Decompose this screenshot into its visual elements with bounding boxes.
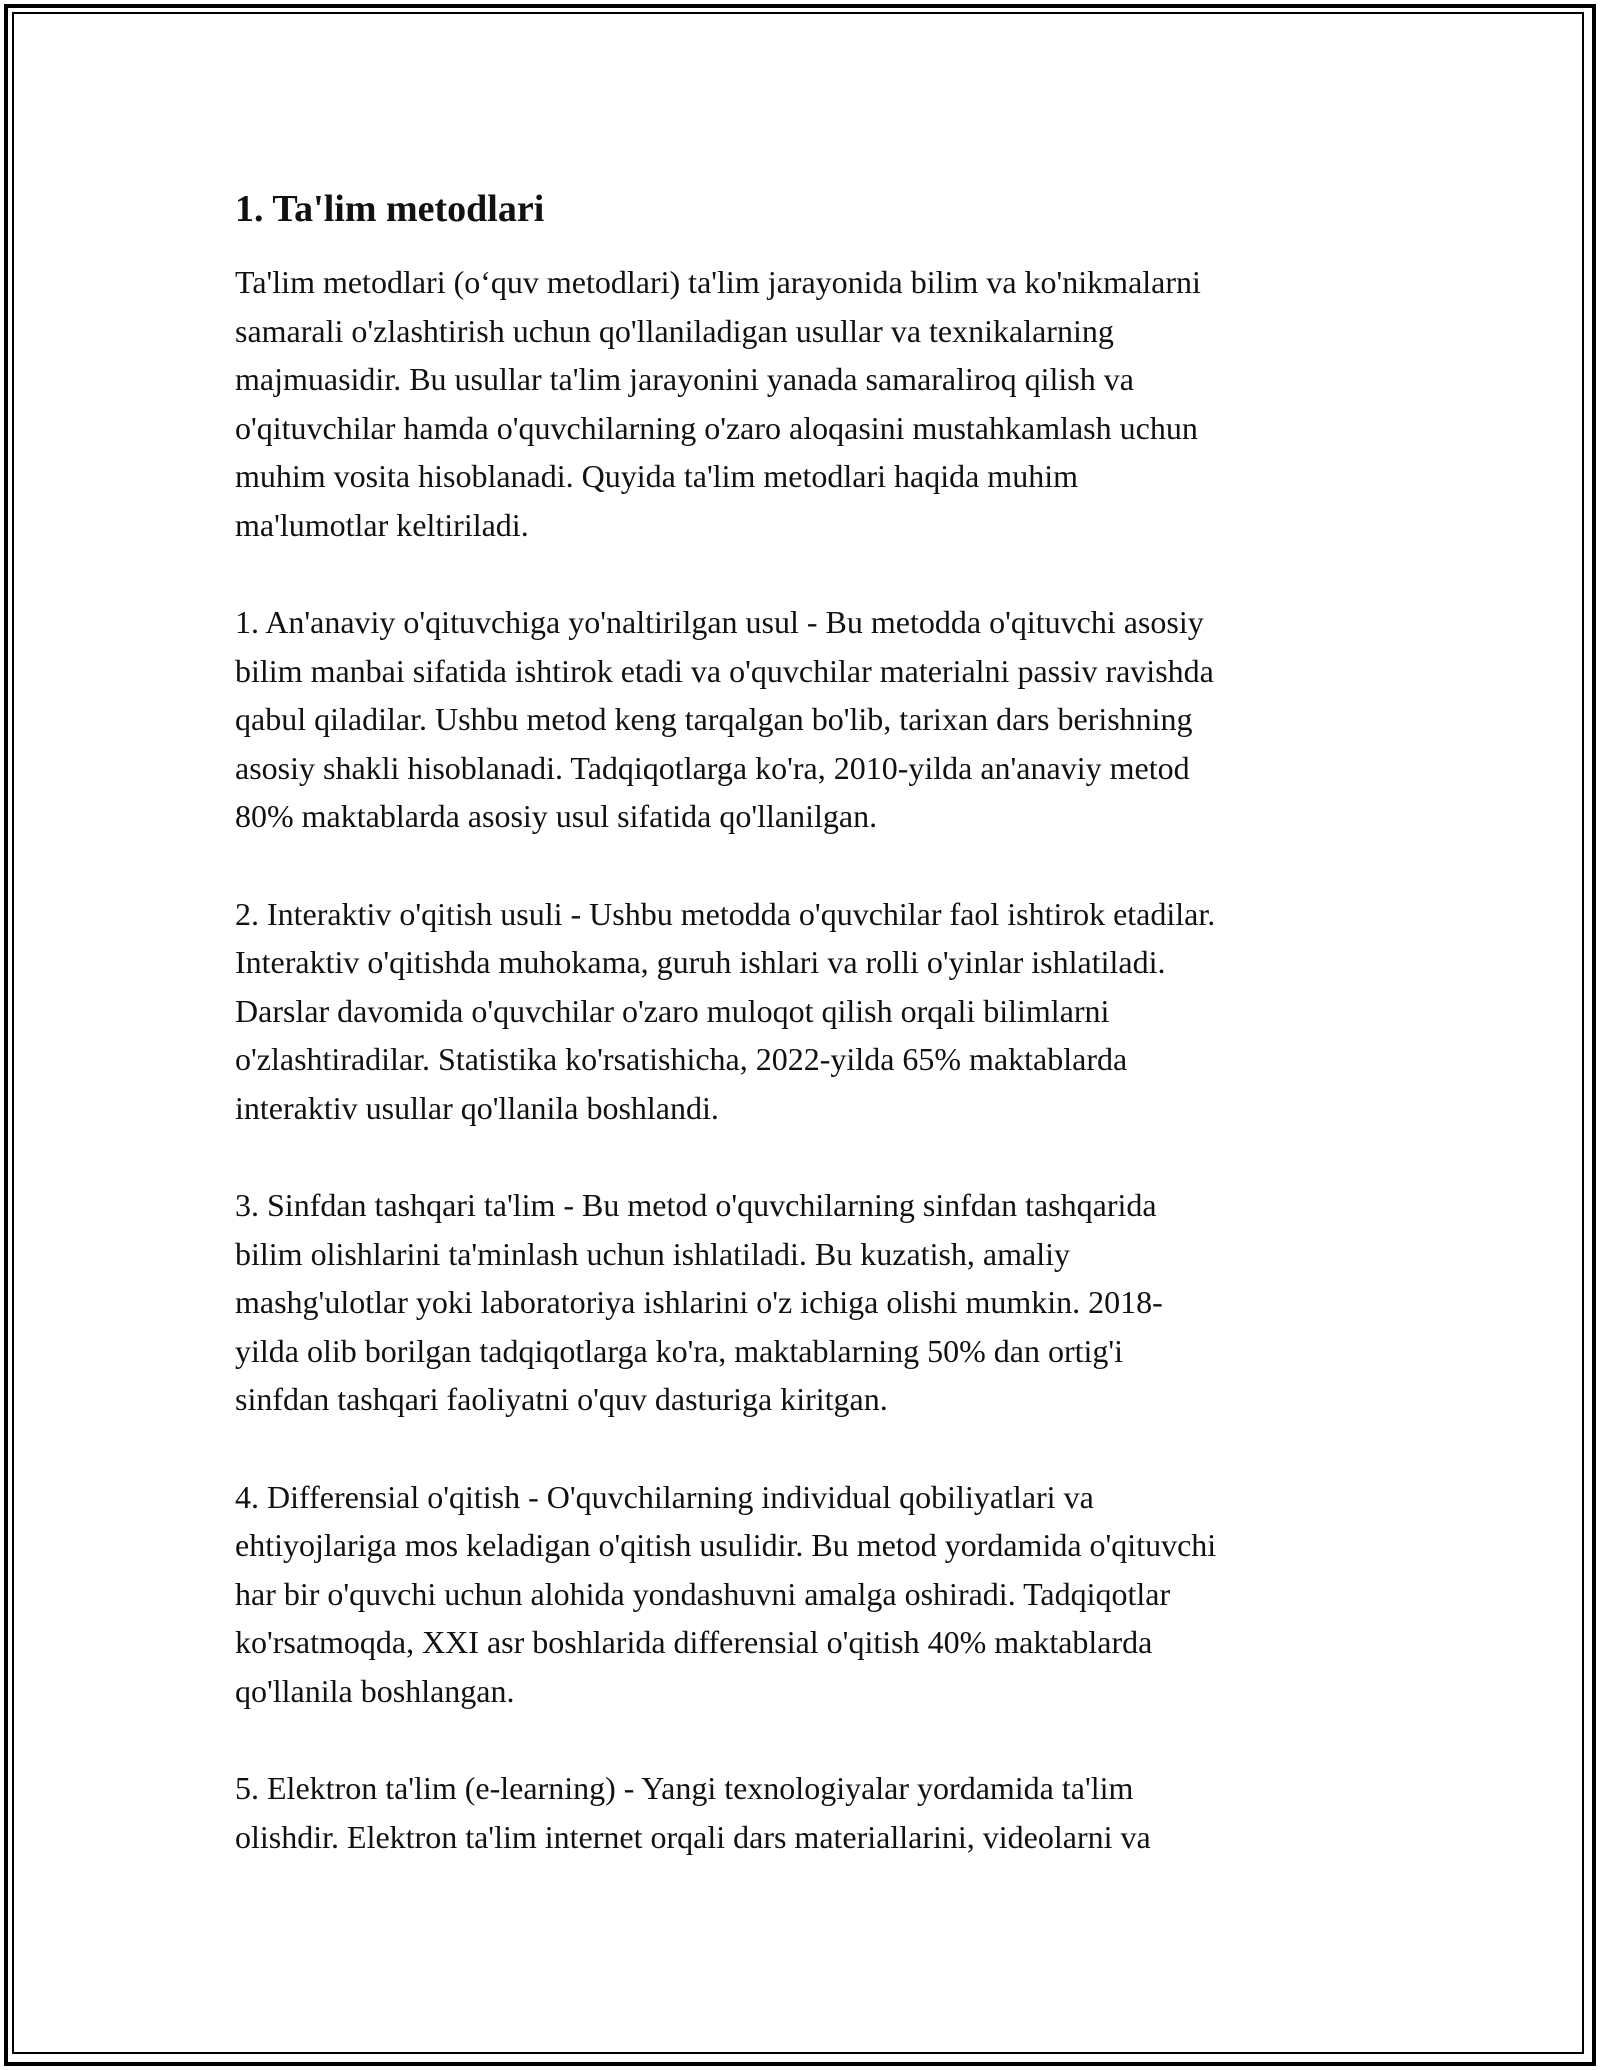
method-elearning-paragraph: 5. Elektron ta'lim (e-learning) - Yangi texnologiyalar yordamida ta'lim olishdir. Elektron ta'lim internet orqali dars materiallarini, videolarni va xyxy=(235,1770,1151,1855)
method-traditional-paragraph: 1. An'anaviy o'qituvchiga yo'naltirilgan usul - Bu metodda o'qituvchi asosiy bilim manbai sifatida ishtirok etadi va o'quvchilar materialni passiv ravishda qabul qiladilar. Ushbu metod keng tarqalgan bo'lib, tarixan dars berishning asosiy shakli hisoblanadi. Tadqiqotlarga ko'ra, 2010-yilda an'anaviy metod 80% maktablarda asosiy usul sifatida qo'llanilgan. xyxy=(235,604,1214,834)
method-interactive-paragraph: 2. Interaktiv o'qitish usuli - Ushbu metodda o'quvchilar faol ishtirok etadilar. Interaktiv o'qitishda muhokama, guruh ishlari va rolli o'yinlar ishlatiladi. Darslar davomida o'quvchilar o'zaro muloqot qilish orqali bilimlarni o'zlashtiradilar. Statistika ko'rsatishicha, 2022-yilda 65% maktablarda interaktiv usullar qo'llanila boshlandi. xyxy=(235,895,1216,1126)
document-body xyxy=(235,180,1375,1910)
section-heading: 1. Ta'lim metodlari xyxy=(235,188,545,230)
method-differential-paragraph: 4. Differensial o'qitish - O'quvchilarning individual qobiliyatlari va ehtiyojlariga mos keladigan o'qitish usulidir. Bu metod yordamida o'qituvchi har bir o'quvchi uchun alohida yondashuvni amalga oshiradi. Tadqiqotlar ko'rsatmoqda, XXI asr boshlarida differensial o'qitish 40% maktablarda qo'llanila boshlangan. xyxy=(235,1478,1217,1709)
method-extracurricular-paragraph: 3. Sinfdan tashqari ta'lim - Bu metod o'quvchilarning sinfdan tashqarida bilim olishlarini ta'minlash uchun ishlatiladi. Bu kuzatish, amaliy mashg'ulotlar yoki laboratoriya ishlarini o'z ichiga olishi mumkin. 2018- yilda olib borilgan tadqiqotlarga ko'ra, maktablarning 50% dan ortig'i sinfdan tashqari faoliyatni o'quv dasturiga kiritgan. xyxy=(235,1187,1163,1417)
intro-paragraph: Ta'lim metodlari (o‘quv metodlari) ta'lim jarayonida bilim va ko'nikmalarni samarali o'zlashtirish uchun qo'llaniladigan usullar va texnikalarning majmuasidir. Bu usullar ta'lim jarayonini yanada samaraliroq qilish va o'qituvchilar hamda o'quvchilarning o'zaro aloqasini mustahkamlash uchun muhim vosita hisoblanadi. Quyida ta'lim metodlari haqida muhim ma'lumotlar keltiriladi. xyxy=(235,264,1201,543)
